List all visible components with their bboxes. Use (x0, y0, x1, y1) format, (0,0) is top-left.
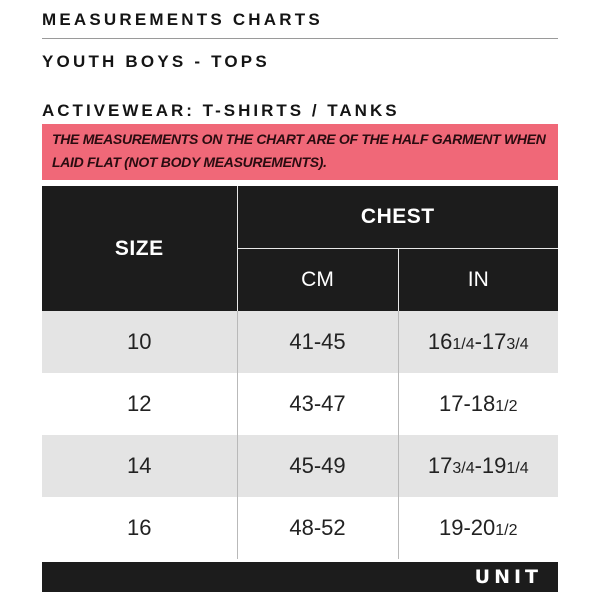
in-cell: 161/4-173/4 (398, 311, 558, 373)
in-column-header: IN (398, 249, 558, 312)
measurement-notice: THE MEASUREMENTS ON THE CHART ARE OF THE HALF GARMENT WHEN LAID FLAT (NOT BODY MEASUREMENTS). (42, 124, 558, 180)
page-title: MEASUREMENTS CHARTS (42, 10, 323, 29)
cm-cell: 43-47 (237, 373, 398, 435)
chest-column-header: CHEST (237, 186, 558, 249)
size-column-header: SIZE (42, 186, 237, 311)
cm-column-header: CM (237, 249, 398, 312)
size-cell: 10 (42, 311, 237, 373)
footer-bar (42, 562, 558, 592)
cm-cell: 45-49 (237, 435, 398, 497)
category-heading: YOUTH BOYS - TOPS (42, 52, 270, 71)
table-row (42, 373, 558, 435)
cm-cell: 41-45 (237, 311, 398, 373)
in-cell: 173/4-191/4 (398, 435, 558, 497)
in-cell: 17-181/2 (398, 373, 558, 435)
title-divider (42, 38, 558, 39)
table-row (42, 435, 558, 497)
size-cell: 14 (42, 435, 237, 497)
size-chart-table (42, 186, 558, 559)
in-cell: 19-201/2 (398, 497, 558, 559)
table-row (42, 311, 558, 373)
section-heading: ACTIVEWEAR: T-SHIRTS / TANKS (42, 101, 400, 120)
cm-cell: 48-52 (237, 497, 398, 559)
size-cell: 16 (42, 497, 237, 559)
table-row (42, 497, 558, 559)
unit-logo: UNIT (474, 566, 542, 588)
size-cell: 12 (42, 373, 237, 435)
